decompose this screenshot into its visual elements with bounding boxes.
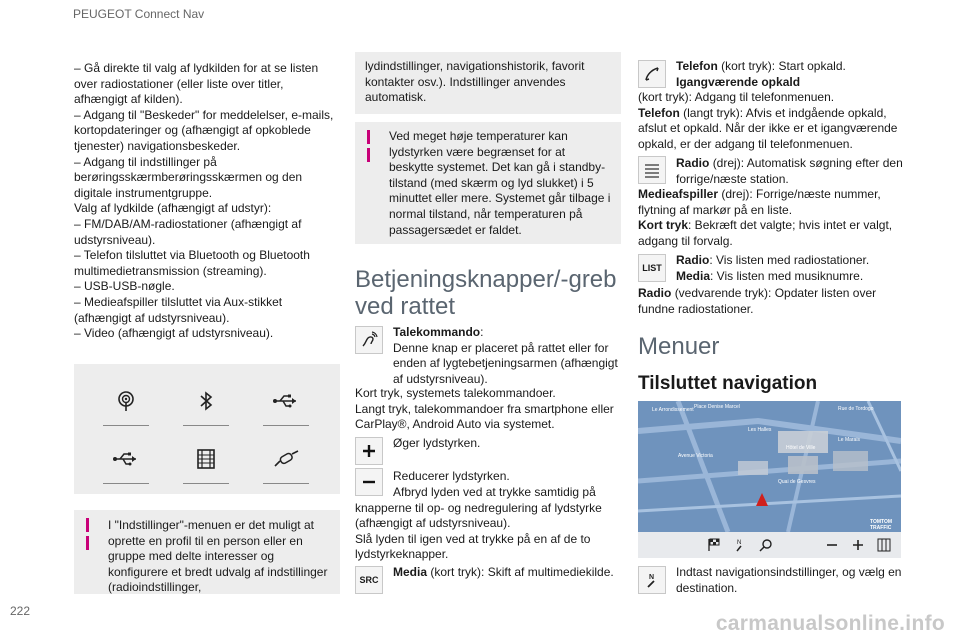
radio-title: Radio	[676, 156, 710, 170]
map-label: Avenue Victoria	[678, 453, 713, 459]
audio-source-icons	[74, 364, 340, 494]
text-line: – Adgang til "Beskeder" for meddelelser, e-mails, kortopdateringer og (afhængigt af opkoblede tjenester) navigationsbeskeder.	[74, 107, 334, 153]
menu-grid-icon[interactable]	[871, 534, 897, 556]
info-note-continued	[355, 52, 621, 114]
text-line: – USB-USB-nøgle.	[74, 279, 175, 294]
text-line: – Adgang til indstillinger på berøringsskærmberøringsskærmen og den digitale instrumentgruppe.	[74, 154, 303, 200]
column-1	[74, 61, 339, 342]
info-icon-bar	[86, 536, 89, 550]
map-label: Le Arrondissement	[652, 407, 694, 413]
media-title: Medieafspiller	[638, 187, 719, 201]
src-icon	[355, 566, 383, 594]
text-line: – Video (afhængigt af udstyrsniveau).	[74, 326, 274, 341]
map-label-tomtom: TOMTOM TRAFFIC	[870, 519, 893, 531]
src-label: SRC	[359, 575, 379, 585]
radio-long-block	[638, 286, 904, 317]
navigation-map	[638, 401, 901, 532]
radio-text: (drej): Automatisk søgning efter den forrige/næste station.	[676, 156, 903, 186]
map-label: Place Denise Marcel	[694, 404, 740, 410]
tel-block-2	[638, 90, 904, 152]
src-text: (kort tryk): Skift af multimediekilde.	[430, 565, 614, 579]
list-media: Media	[676, 268, 711, 283]
list-radio: Radio	[676, 253, 710, 267]
src-title: Media	[393, 565, 428, 579]
zoom-out-icon[interactable]	[819, 534, 845, 556]
page-number: 222	[10, 604, 31, 618]
list-label: LIST	[642, 263, 662, 273]
short-title: Kort tryk	[638, 218, 689, 233]
info-note-settings	[74, 510, 340, 594]
nav-compass-icon	[638, 566, 666, 594]
bluetooth-icon	[176, 390, 236, 426]
map-label: Quai de Gesvres	[778, 479, 816, 485]
plus-icon	[355, 437, 383, 465]
plus-text: Øger lydstyrken.	[393, 436, 481, 450]
text-line: – Gå direkte til valg af lydkilden for at se listen over radiostationer (eller liste over titler, afhængigt af kilden).	[74, 61, 319, 107]
usb-icon	[96, 448, 156, 484]
tel2-text: (langt tryk): Afvis et indgående opkald, afslut et opkald. Når der ikke er et igangværende opkald, er der adgang til telefonmenuen.	[638, 105, 898, 151]
text-line: – Medieafspiller tilsluttet via Aux-stikket (afhængigt af udstyrsniveau).	[74, 294, 283, 325]
aux-icon	[256, 448, 316, 484]
map-label: Les Halles	[748, 427, 772, 433]
svg-text:N: N	[649, 574, 655, 581]
video-icon	[176, 448, 236, 484]
section-heading-menus: Menuer	[638, 333, 720, 360]
voice-title: Talekommando	[393, 325, 481, 339]
short-text: : Bekræft det valgte; hvis intet er valgt, adgang til forvalg.	[638, 218, 893, 248]
usb-icon	[256, 390, 316, 426]
compass-icon[interactable]	[727, 534, 753, 556]
voice-short: Kort tryk, systemets talekommandoer.	[355, 386, 556, 400]
minus-block	[393, 469, 623, 485]
info-note-temperature	[355, 122, 621, 244]
voice-more	[355, 386, 623, 433]
page-header: PEUGEOT Connect Nav	[73, 7, 205, 21]
map-label: Le Marais	[838, 437, 860, 443]
radio-long-title: Radio	[638, 286, 672, 300]
info-icon-bar	[367, 148, 370, 162]
radio-long-text: (vedvarende tryk): Opdater listen over fundne radiostationer.	[638, 286, 877, 316]
text-line: Valg af lydkilde (afhængigt af udstyr):	[74, 201, 272, 216]
tel-block	[676, 59, 904, 90]
list-block	[676, 253, 904, 284]
tel-title: Telefon	[676, 59, 718, 73]
minus-text-1: Reducerer lydstyrken.	[393, 469, 510, 483]
search-icon[interactable]	[753, 534, 779, 556]
map-label: Rue de Tordogo	[838, 406, 874, 412]
map-toolbar	[638, 532, 901, 558]
radio-icon	[96, 390, 156, 426]
note-text: lydindstillinger, navigationshistorik, favorit kontakter osv.). Indstillinger anvendes automatisk.	[365, 59, 585, 105]
radio-block	[676, 156, 904, 187]
subheading-connected-navigation: Tilsluttet navigation	[638, 373, 818, 394]
map-label: Hôtel de Ville	[786, 445, 816, 451]
list-icon	[638, 254, 666, 282]
list-radio-text: : Vis listen med radiostationer.	[709, 253, 870, 267]
info-icon	[86, 518, 89, 532]
call-title: Igangværende opkald	[676, 74, 801, 89]
info-icon	[367, 130, 370, 144]
voice-text: Denne knap er placeret på rattet eller for enden af lygtebetjeningsarmen (afhængigt af udstyrsniveau).	[393, 340, 618, 386]
zoom-in-icon[interactable]	[845, 534, 871, 556]
radio-knob-icon	[638, 156, 666, 184]
flag-icon[interactable]	[701, 534, 727, 556]
phone-icon	[638, 60, 666, 88]
text-line: – FM/DAB/AM-radiostationer (afhængigt af udstyrsniveau).	[74, 216, 302, 247]
call-text: (kort tryk): Adgang til telefonmenuen.	[638, 90, 835, 104]
note-text: Ved meget høje temperaturer kan lydstyrken være begrænset for at beskytte systemet. Det kan gå i standby-tilstand (med skærm og lyd slukket) i 5 minuttet eller mere. Systemet går tilbage i normal tilstand, når temperaturen på passagersædet er faldet.	[389, 129, 611, 237]
voice-block: Talekommando: Denne knap er placeret på rattet eller for enden af lygtebetjeningsarmen (afhængigt af udstyrsniveau).	[393, 325, 623, 387]
media-block	[638, 187, 904, 249]
watermark: carmanualsonline.info	[715, 612, 945, 635]
minus-block-2	[355, 485, 623, 563]
tel-text: (kort tryk): Start opkald.	[721, 59, 846, 73]
note-text: I "Indstillinger"-menuen er det muligt at oprette en profil til en person eller en gruppe med delte interesser og konfigurere et bredt udvalg af indstillinger (radioindstillinger,	[108, 518, 328, 595]
list-media-text: : Vis listen med musiknumre.	[710, 268, 864, 283]
tel2-title: Telefon	[638, 105, 680, 120]
voice-long: Langt tryk, talekommandoer fra smartphone eller CarPlay®, Android Auto via systemet.	[355, 401, 614, 432]
section-heading-controls: Betjeningsknapper/-greb ved rattet	[355, 266, 617, 320]
voice-command-icon	[355, 326, 383, 354]
svg-text:N: N	[737, 540, 742, 546]
media-text: (drej): Forrige/næste nummer, flytning af markør på en liste.	[638, 187, 881, 217]
minus-text-2: Afbryd lyden ved at trykke samtidig på knapperne til op- og nedregulering af lydstyrke (afhængigt af udstyrsniveau).	[355, 485, 602, 531]
src-block	[393, 565, 623, 581]
text-line: – Telefon tilsluttet via Bluetooth og Bluetooth multimedietransmission (streaming).	[74, 248, 310, 278]
nav-text: Indtast navigationsindstillinger, og vælg en destination.	[676, 565, 902, 595]
minus-text-3: Slå lyden til igen ved at trykke på en af de to lydstyrkeknapper.	[355, 531, 591, 562]
